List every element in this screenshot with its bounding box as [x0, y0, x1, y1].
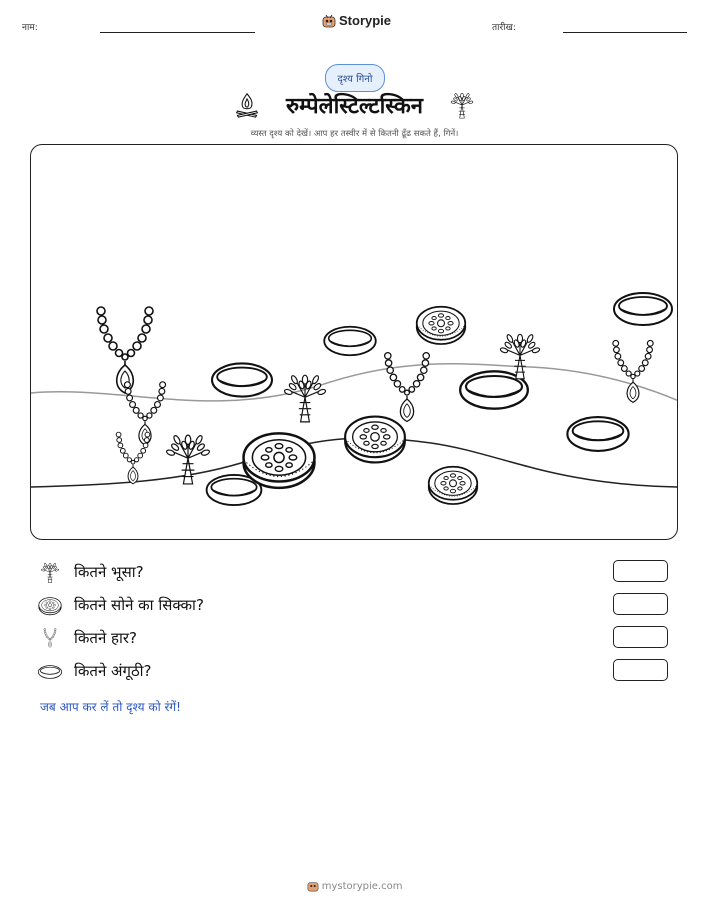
page-title: रुम्पेलेस्टिल्टस्किन: [286, 94, 423, 119]
wheat-1: [284, 375, 326, 422]
coin-2: [345, 417, 405, 463]
answer-box-coin[interactable]: [613, 593, 668, 615]
wheat-2: [166, 435, 210, 484]
footer-url[interactable]: mystorypie.com: [321, 881, 403, 892]
ring-1: [212, 363, 272, 396]
ring-icon: [38, 661, 62, 683]
gold-coin-icon: [38, 595, 62, 617]
necklace-3: [116, 432, 150, 484]
necklace-4: [385, 353, 430, 422]
date-label: तारीख:: [492, 23, 516, 33]
coloring-instruction: जब आप कर लें तो दृश्य को रंगें!: [40, 700, 181, 714]
activity-type-badge: दृश्य गिनो: [325, 64, 385, 92]
ring-2: [324, 327, 376, 355]
footer: [0, 880, 709, 892]
ring-4: [614, 293, 672, 325]
name-label: नाम:: [22, 23, 38, 33]
question-text: कितने सोने का सिक्का?: [74, 596, 204, 614]
coin-3: [244, 433, 315, 487]
necklace-5: [613, 340, 653, 402]
storypie-mascot-icon: [307, 880, 319, 892]
question-row-necklace: [38, 626, 678, 652]
brand-logo: [322, 13, 391, 28]
storypie-mascot-icon: [322, 14, 336, 28]
question-text: कितने हार?: [74, 629, 137, 647]
question-text: कितने अंगूठी?: [74, 662, 152, 680]
answer-box-necklace[interactable]: [613, 626, 668, 648]
scene-illustration: [31, 145, 678, 540]
brand-name: Storypie: [339, 13, 392, 28]
date-line[interactable]: [563, 32, 687, 33]
question-text: कितने भूसा?: [74, 563, 144, 581]
necklace-icon: [38, 628, 62, 650]
question-row-ring: [38, 659, 678, 685]
ring-5: [567, 417, 628, 451]
answer-box-wheat[interactable]: [613, 560, 668, 582]
name-line[interactable]: [100, 32, 255, 33]
question-row-wheat: [38, 560, 678, 586]
question-row-coin: [38, 593, 678, 619]
coin-1: [417, 307, 466, 344]
coin-4: [429, 467, 478, 504]
necklace-1: [97, 307, 153, 393]
instructions: व्यस्त दृश्य को देखें। आप हर तस्वीर में से कितनी ढूँढ सकते हैं, गिनें।: [250, 129, 459, 139]
wheat-bundle-icon: [38, 562, 62, 584]
answer-box-ring[interactable]: [613, 659, 668, 681]
busy-scene: [30, 144, 678, 540]
wheat-bundle-icon: [450, 92, 474, 120]
